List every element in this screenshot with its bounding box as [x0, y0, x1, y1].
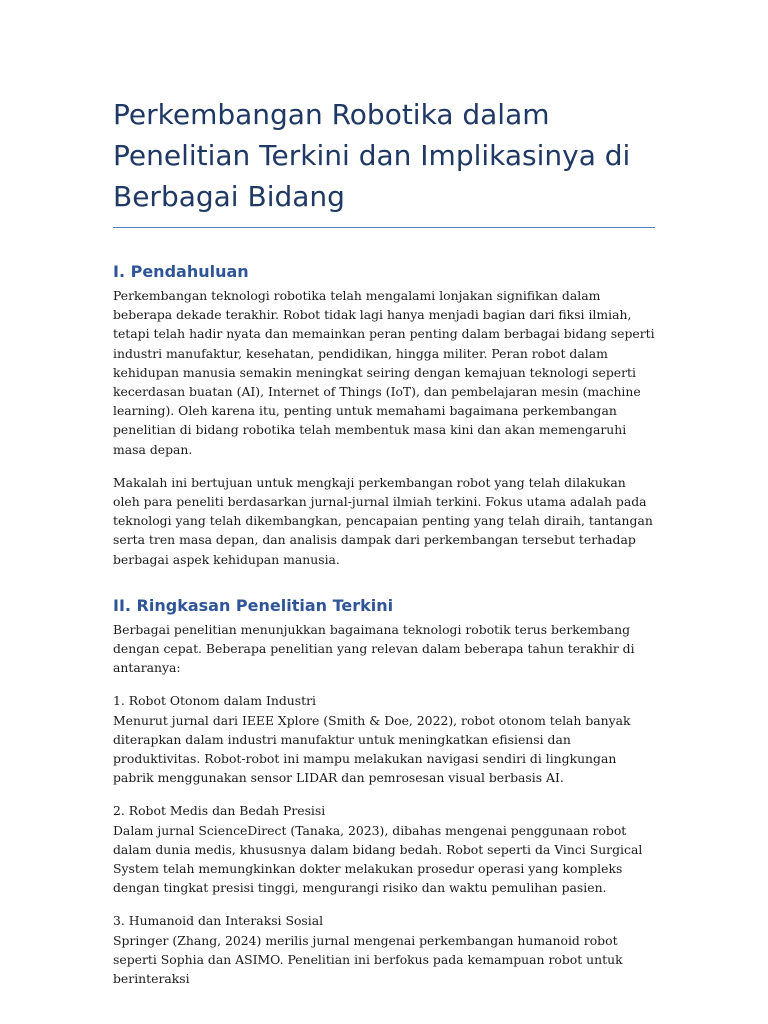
list-item [113, 801, 655, 897]
list-item-body: Menurut jurnal dari IEEE Xplore (Smith & Doe, 2022), robot otonom telah banyak diterapkan dalam industri manufaktur untuk meningkatkan efisiensi dan produktivitas. Robot-robot ini mampu melakukan navigasi sendiri di lingkungan pabrik menggunakan sensor LIDAR dan pemrosesan visual berbasis AI. [113, 712, 631, 786]
list-item-title: 3. Humanoid dan Interaksi Sosial [113, 913, 324, 929]
list-item [113, 911, 655, 988]
paragraph: Makalah ini bertujuan untuk mengkaji perkembangan robot yang telah dilakukan oleh para peneliti berdasarkan jurnal-jurnal ilmiah terkini. Fokus utama adalah pada teknologi yang telah dikembangkan, pencapaian penting yang telah diraih, tantangan serta tren masa depan, dan analisis dampak dari perkembangan tersebut terhadap berbagai aspek kehidupan manusia. [113, 474, 653, 567]
section-heading-pendahuluan: I. Pendahuluan [113, 262, 249, 281]
paragraph: Perkembangan teknologi robotika telah mengalami lonjakan signifikan dalam beberapa dekade terakhir. Robot tidak lagi hanya menjadi bagian dari fiksi ilmiah, tetapi telah hadir nyata dan memainkan peran penting dalam berbagai bidang seperti industri manufaktur, kesehatan, pendidikan, hingga militer. Peran robot dalam kehidupan manusia semakin meningkat seiring dengan kemajuan teknologi seperti kecerdasan buatan (AI), Internet of Things (IoT), dan pembelajaran mesin (machine learning). Oleh karena itu, penting untuk memahami bagaimana perkembangan penelitian di bidang robotika telah membentuk masa kini dan akan memengaruhi masa depan. [113, 288, 655, 457]
section-heading-ringkasan: II. Ringkasan Penelitian Terkini [113, 595, 394, 615]
section-intro: Berbagai penelitian menunjukkan bagaimana teknologi robotik terus berkembang dengan cepat. Beberapa penelitian yang relevan dalam beberapa tahun terakhir di antaranya: [113, 621, 635, 676]
list-item-title: 2. Robot Medis dan Bedah Presisi [113, 803, 326, 819]
document-title: Perkembangan Robotika dalam Penelitian Terkini dan Implikasinya di Berbagai Bidang [113, 98, 631, 213]
list-item [113, 691, 655, 787]
list-item-body: Springer (Zhang, 2024) merilis jurnal mengenai perkembangan humanoid robot seperti Sophia dan ASIMO. Penelitian ini berfokus pada kemampuan robot untuk berinteraksi [113, 932, 623, 987]
title-divider [113, 227, 655, 228]
list-item-title: 1. Robot Otonom dalam Industri [113, 693, 316, 709]
list-item-body: Dalam jurnal ScienceDirect (Tanaka, 2023), dibahas mengenai penggunaan robot dalam dunia medis, khususnya dalam bidang bedah. Robot seperti da Vinci Surgical System telah memungkinkan dokter melakukan prosedur operasi yang kompleks dengan tingkat presisi tinggi, mengurangi risiko dan waktu pemulihan pasien. [113, 822, 643, 896]
document-page [113, 94, 655, 988]
